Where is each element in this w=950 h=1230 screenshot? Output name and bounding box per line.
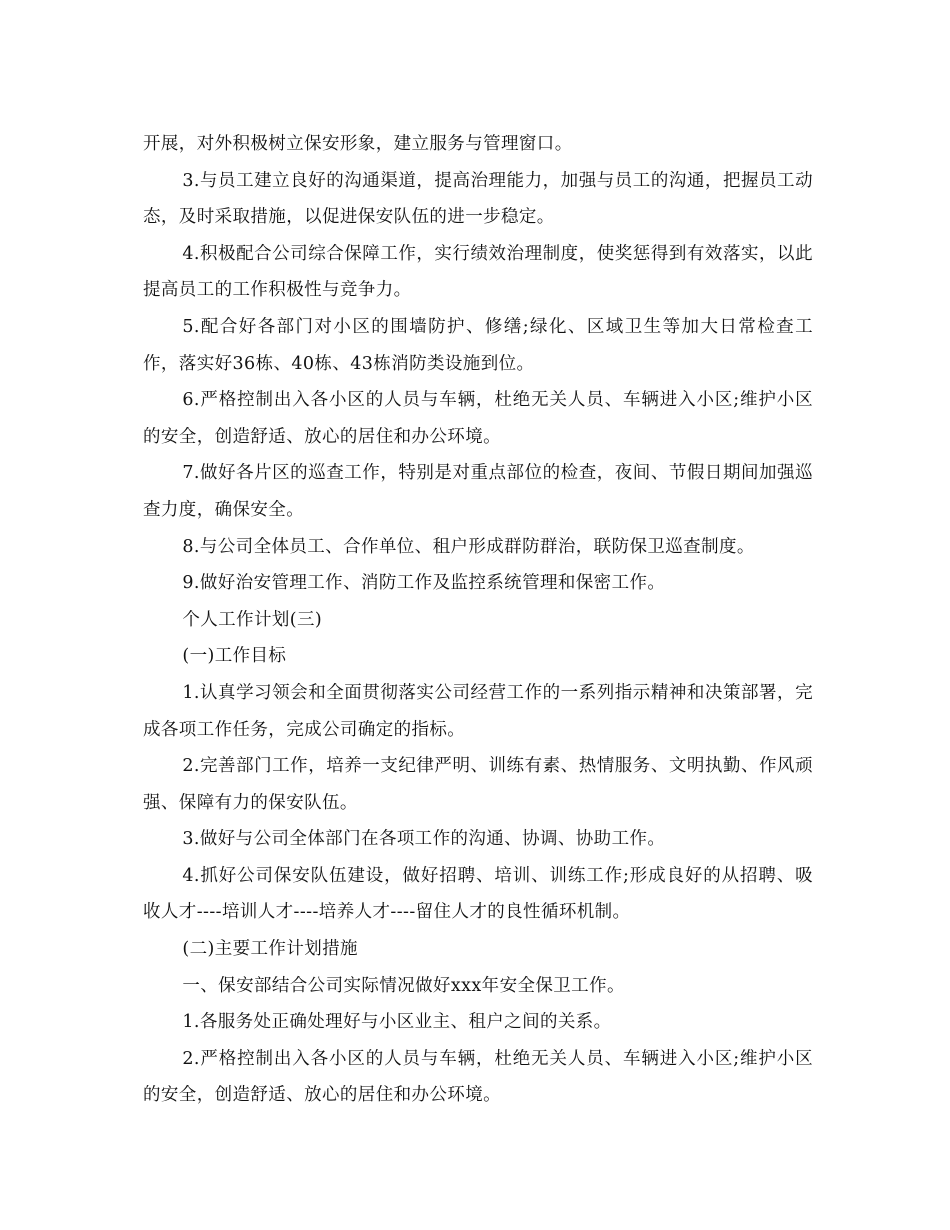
measure-item-1: 1.各服务处正确处理好与小区业主、租户之间的关系。 [182,1012,612,1033]
section-heading-plan-3: 个人工作计划(三) [182,609,323,630]
goal-item-4: 4.抓好公司保安队伍建设，做好招聘、培训、训练工作;形成良好的从招聘、吸收人才----培训人才----培养人才----留住人才的良性循环机制。 [143,865,813,923]
paragraph-item-6: 6.严格控制出入各小区的人员与车辆，杜绝无关人员、车辆进入小区;维护小区的安全，创造舒适、放心的居住和办公环境。 [143,390,813,447]
document-body [143,126,813,1114]
goal-item-3: 3.做好与公司全体部门在各项工作的沟通、协调、协助工作。 [182,829,666,850]
paragraph-item-7: 7.做好各片区的巡查工作，特别是对重点部位的检查，夜间、节假日期间加强巡查力度，确保安全。 [143,463,813,520]
goal-item-1: 1.认真学习领会和全面贯彻落实公司经营工作的一系列指示精神和决策部署，完成各项工作任务，完成公司确定的指标。 [143,682,813,740]
subsection-heading-goals: (一)工作目标 [182,646,287,667]
subsection-heading-measures: (二)主要工作计划措施 [182,939,358,960]
paragraph-item-9: 9.做好治安管理工作、消防工作及监控系统管理和保密工作。 [182,573,666,594]
goal-item-2: 2.完善部门工作，培养一支纪律严明、训练有素、热情服务、文明执勤、作风顽强、保障有力的保安队伍。 [143,756,813,813]
paragraph-continuation: 开展，对外积极树立保安形象，建立服务与管理窗口。 [143,134,573,154]
paragraph-item-3: 3.与员工建立良好的沟通渠道，提高治理能力，加强与员工的沟通，把握员工动态，及时采取措施，以促进保安队伍的进一步稳定。 [143,170,813,228]
paragraph-item-4: 4.积极配合公司综合保障工作，实行绩效治理制度，使奖惩得到有效落实，以此提高员工的工作积极性与竞争力。 [143,243,813,301]
paragraph-item-8: 8.与公司全体员工、合作单位、租户形成群防群治，联防保卫巡查制度。 [182,536,755,557]
measure-heading-1: 一、保安部结合公司实际情况做好xxx年安全保卫工作。 [182,975,625,996]
measure-item-2: 2.严格控制出入各小区的人员与车辆，杜绝无关人员、车辆进入小区;维护小区的安全，创造舒适、放心的居住和办公环境。 [143,1048,813,1106]
paragraph-item-5: 5.配合好各部门对小区的围墙防护、修缮;绿化、区域卫生等加大日常检查工作，落实好36栋、40栋、43栋消防类设施到位。 [143,316,813,374]
